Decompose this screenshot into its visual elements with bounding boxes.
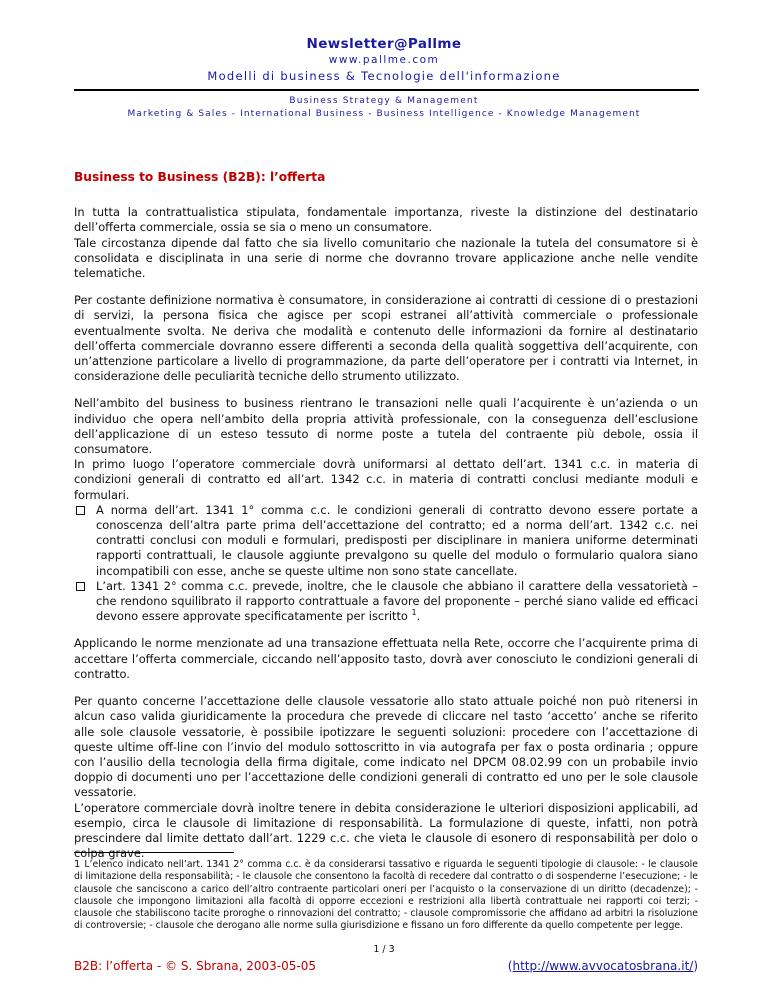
footnote-reference[interactable]: 1 [411, 608, 417, 618]
bullet-2-text: L’art. 1341 2° comma c.c. prevede, inoltre, che le clausole che abbiano il carattere della vessatorietà – che rendono squilibrato il rapporto contrattuale a favore del proponente – perché siano valide ed efficaci devono essere approvate specificatamente per iscritto [96, 578, 698, 624]
paragraph-1a: In tutta la contrattualistica stipulata, fondamentale importanza, riveste la distinzione del destinatario dell’offerta commerciale, ossia se sia o meno un consumatore. [74, 205, 698, 235]
footer-close-paren: ) [693, 959, 698, 973]
paragraph-5a: Per quanto concerne l’accettazione delle clausole vessatorie allo stato attuale poiché non può ritenersi in alcun caso valida giuridicamente la procedura che prevede di cliccare nel tasto ‘accetto’ anche se riferito alle sole clausole vessatorie, è possibile ipotizzare le seguenti soluzioni: procedere con l’accettazione di queste ultime off-line con l’invio del modulo sottoscritto in via autografa per fax o posta ordinaria ; oppure con l’ausilio della tecnologia della firma digitale, come indicato nel DPCM 08.02.99 con un probabile invio doppio di documenti uno per l’accettazione delle condizioni generali di contratto ed uno per le sole clausole vessatorie. [74, 694, 698, 800]
document-body [74, 170, 698, 873]
paragraph-5b: L’operatore commerciale dovrà inoltre tenere in debita considerazione le ulteriori disposizioni applicabili, ad esempio, circa le clausole di limitazione di responsabilità. La formulazione di queste, infatti, non potrà prescindere dal limite dettato dall’art. 1229 c.c. che vieta le clausole di esonero di responsabilità per dolo o colpa grave. [74, 800, 698, 861]
footer-right [508, 959, 698, 973]
header-divider [74, 89, 699, 91]
footer-open-paren: ( [507, 959, 513, 973]
paragraph-3b: In primo luogo l’operatore commerciale dovrà uniformarsi al dettato dell’art. 1341 c.c. in materia di condizioni generali di contratto ed all’art. 1342 c.c. in materia di contratti conclusi mediante moduli e formulari. [74, 457, 698, 502]
paragraph-1b: Tale circostanza dipende dal fatto che sia livello comunitario che nazionale la tutela del consumatore si è consolidata e disciplinata in una serie di norme che dovranno trovare applicazione anche nelle vendite telematiche. [74, 235, 698, 281]
newsletter-title: Newsletter@Pallme [306, 36, 462, 52]
checkbox-bullet-icon [76, 506, 85, 515]
header-tagline-1: Business Strategy & Management [289, 96, 479, 106]
list-item: L’art. 1341 2° comma c.c. prevede, inoltre, che le clausole che abbiano il carattere della vessatorietà – che rendono squilibrato il rapporto contrattuale a favore del proponente – perché siano valide ed efficaci devono essere approvate specificatamente per iscritto $^1$. [74, 579, 698, 625]
checkbox-bullet-icon [76, 582, 85, 591]
newsletter-url[interactable]: www.pallme.com [328, 54, 440, 66]
list-item [74, 503, 698, 579]
newsletter-subtitle: Modelli di business & Tecnologie dell'informazione [207, 69, 561, 83]
page-number: 1 / 3 [373, 944, 395, 955]
footnote-text: L’elenco indicato nell’art. 1341 2° comma c.c. è da considerarsi tassativo e riguarda le seguenti tipologie di clausole: - le clausole di limitazione della responsabilità; - le clausole che consentono la facoltà di recedere dal contratto o di sospenderne l’esecuzione; - le clausole che sanciscono a carico dell’altro contraente particolari oneri per l’acquisto o la conservazione di un diritto (decadenze); - clausole che impongono limitazioni alla facoltà di opporre eccezioni e restrizioni alla libertà contrattuale nei rapporti coi terzi; - clausole che stabiliscono tacite proroghe o rinnovazioni del contratto; - clausole compromissorie che affidano ad arbitri la risoluzione di controversie; - clausole che derogano alle norme sulla giurisdizione e fissano un foro differente da quello competente per legge. [74, 859, 698, 932]
paragraph-3a: Nell’ambito del business to business rientrano le transazioni nelle quali l’acquirente è un’azienda o un individuo che opera nell’ambito della propria attività professionale, con la conseguenza dell’esclusione dell’applicazione di un esteso tessuto di norme poste a tutela del contraente più debole, ossia il consumatore. [74, 396, 698, 457]
footer-website-link[interactable]: http://www.avvocatosbrana.it/ [512, 959, 694, 973]
header-tagline-2: Marketing & Sales - International Business - Business Intelligence - Knowledge Management [127, 109, 641, 119]
paragraph-2: Per costante definizione normativa è consumatore, in considerazione ai contratti di cessione di o prestazioni di servizi, la persona fisica che agisce per scopi estranei all’attività commerciale o professionale eventualmente svolta. Ne deriva che modalità e contenuto delle informazioni da fornire al destinatario dell’offerta commerciale dovranno essere differenti a seconda della qualità soggettiva dell’acquirente, con un’attenzione particolare a livello di programmazione, da parte dell’operatore per i contratti via Internet, in considerazione delle peculiarità tecniche dello strumento utilizzato. [74, 293, 698, 384]
footer-left-text: B2B: l’offerta - © S. Sbrana, 2003-05-05 [74, 959, 316, 973]
footnote [74, 859, 698, 933]
paragraph-4: Applicando le norme menzionate ad una transazione effettuata nella Rete, occorre che l’acquirente prima di accettare l’offerta commerciale, ciccando nell’apposito tasto, dovrà aver conosciuto le condizioni generali di contratto. [74, 636, 698, 681]
footnote-divider [74, 852, 234, 853]
document-title: Business to Business (B2B): l’offerta [74, 170, 326, 184]
bullet-list [74, 503, 698, 625]
footnote-number: 1 [74, 859, 81, 870]
newsletter-header [0, 36, 768, 83]
bullet-1-text: A norma dell’art. 1341 1° comma c.c. le condizioni generali di contratto devono essere portate a conoscenza dell’altra parte prima dell’accettazione del contratto; ed a norma dell’art. 1342 c.c. nei contratti conclusi con moduli e formulari, predisposti per disciplinare in maniera uniforme determinati rapporti contrattuali, le clausole aggiunte prevalgono su quelle del modulo o formulario qualora siano incompatibili con esse, anche se queste ultime non sono state cancellate. [96, 502, 698, 578]
